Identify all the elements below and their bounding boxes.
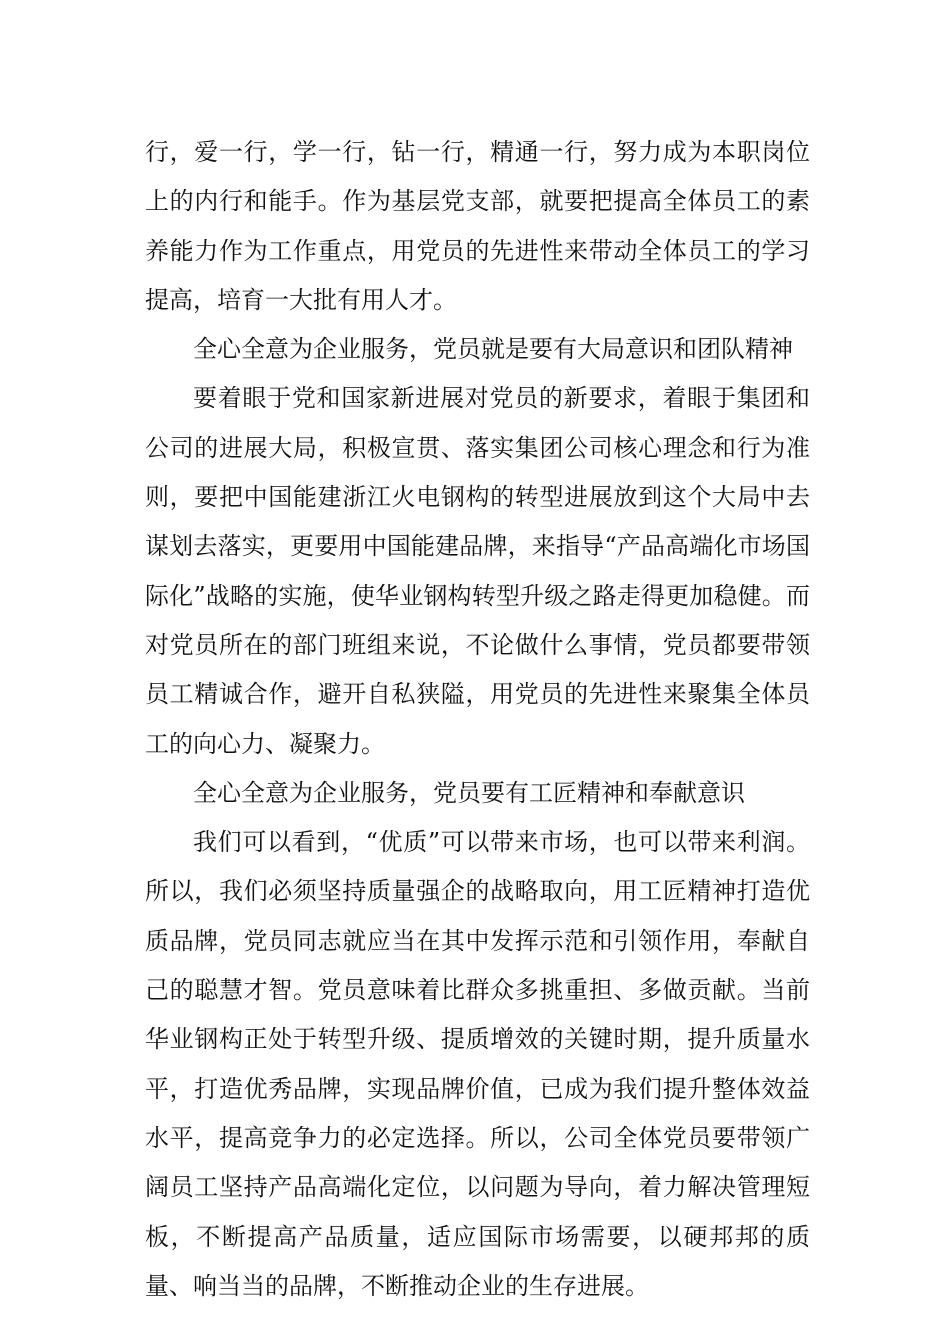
body-text [145, 128, 810, 1311]
paragraph-quality: 我们可以看到，“优质”可以带来市场，也可以带来利润。所以，我们必须坚持质量强企的战略取向，用工匠精神打造优质品牌，党员同志就应当在其中发挥示范和引领作用，奉献自己的聪慧才智。党员意味着比群众多挑重担、多做贡献。当前华业钢构正处于转型升级、提质增效的关键时期，提升质量水平，打造优秀品牌，实现品牌价值，已成为我们提升整体效益水平，提高竞争力的必定选择。所以，公司全体党员要带领广阔员工坚持产品高端化定位，以问题为导向，着力解决管理短板，不断提高产品质量，适应国际市场需要，以硬邦邦的质量、响当当的品牌，不断推动企业的生存进展。 [145, 828, 810, 1300]
section-heading-craftsmanship: 全心全意为企业服务，党员要有工匠精神和奉献意识 [193, 778, 745, 807]
section-heading-teamwork: 全心全意为企业服务，党员就是要有大局意识和团队精神 [193, 335, 793, 364]
paragraph-continuation: 行，爱一行，学一行，钻一行，精通一行，努力成为本职岗位上的内行和能手。作为基层党支部，就要把提高全体员工的素养能力作为工作重点，用党员的先进性来带动全体员工的学习提高，培育一大批有用人才。 [145, 138, 810, 314]
paragraph-overall-situation: 要着眼于党和国家新进展对党员的新要求，着眼于集团和公司的进展大局，积极宣贯、落实集团公司核心理念和行为准则，要把中国能建浙江火电钢构的转型进展放到这个大局中去谋划去落实，更要用中国能建品牌，来指导“产品高端化市场国际化”战略的实施，使华业钢构转型升级之路走得更加稳健。而对党员所在的部门班组来说，不论做什么事情，党员都要带领员工精诚合作，避开自私狭隘，用党员的先进性来聚集全体员工的向心力、凝聚力。 [145, 384, 810, 758]
